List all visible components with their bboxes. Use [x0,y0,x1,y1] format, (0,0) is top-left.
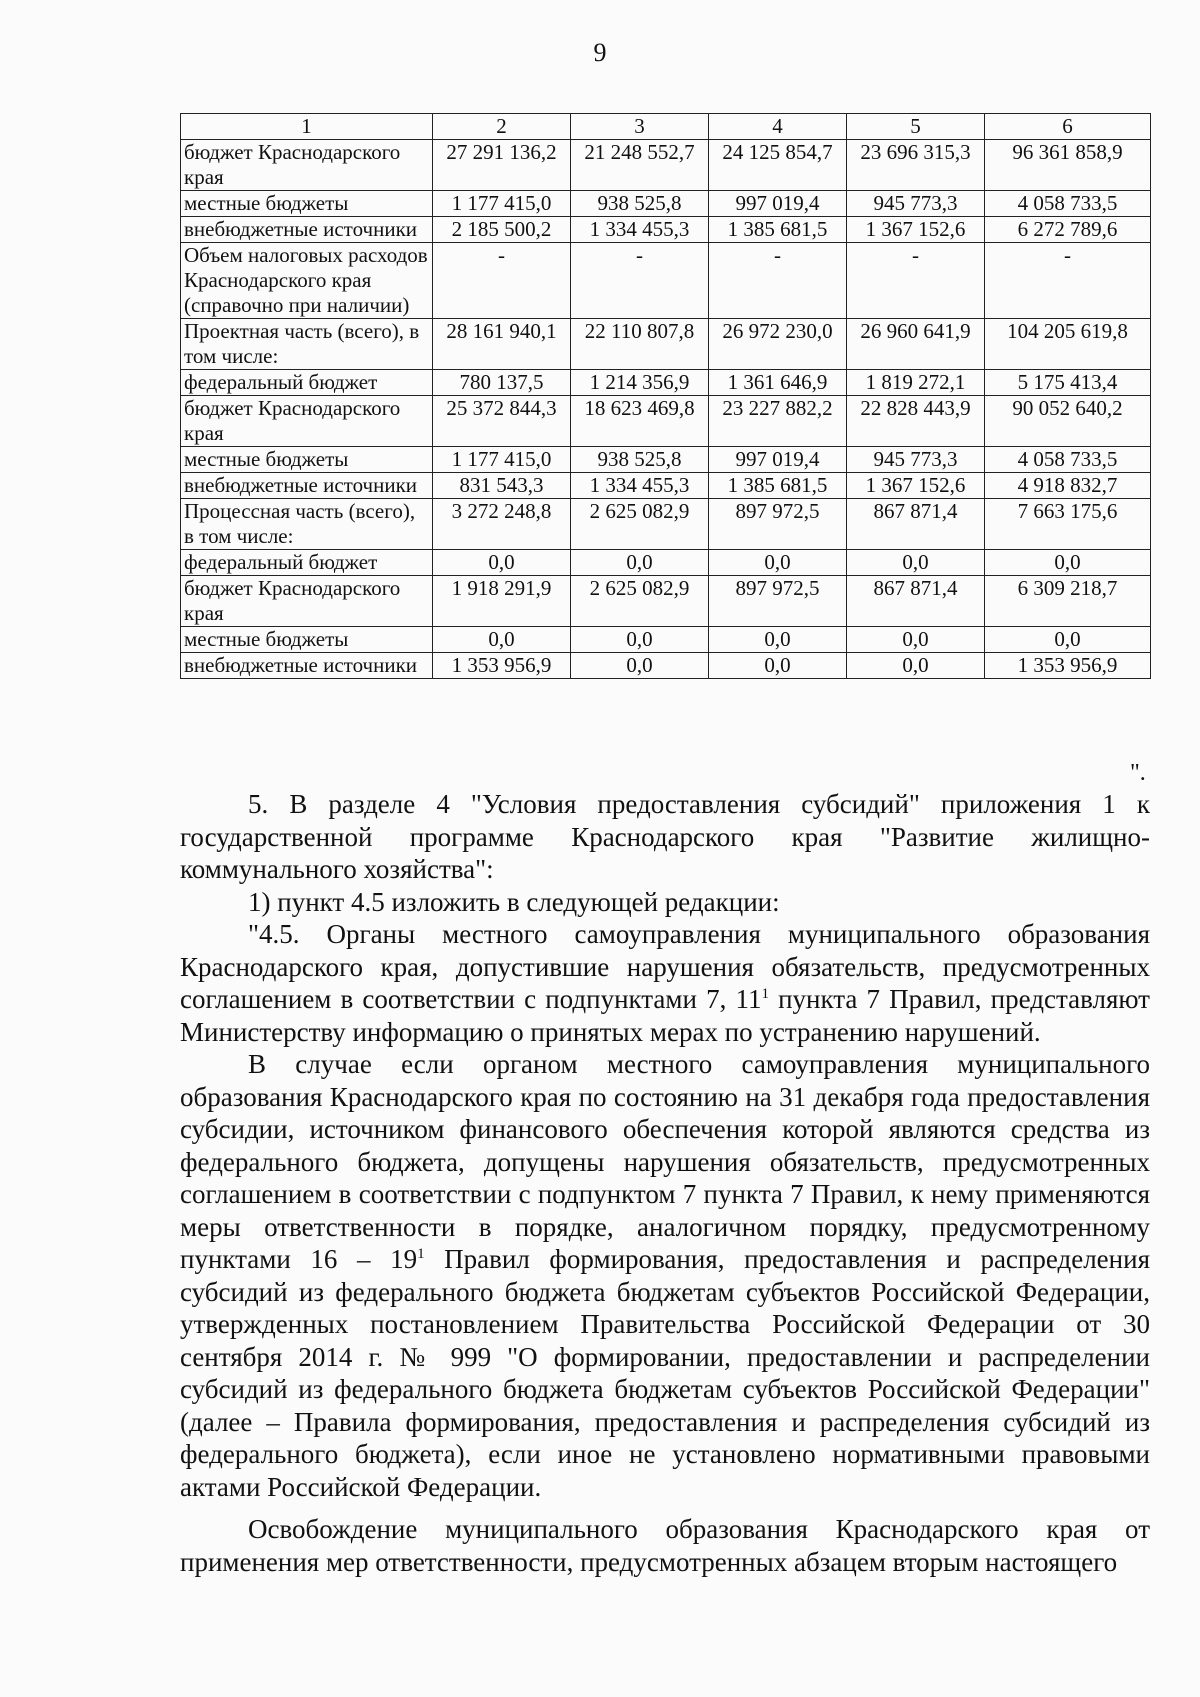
paragraph-case-part-b: Правил формирования, предоставления и распределения субсидий из федерального бюджета бюджетам субъектов Российской Федерации, утвержденных постановлением Правительства Российской Федерации от 30 сентября 2014 г. № 999 "О формировании, предоставлении и распределении субсидий из федерального бюджета бюджетам субъектов Российской Федерации" (далее – Правила формирования, предоставления и распределения субсидий из федерального бюджета), если иное не установлено нормативными правовыми актами Российской Федерации. [180,1244,1150,1502]
value-cell: 0,0 [847,550,985,576]
value-cell: 22 110 807,8 [571,319,709,370]
column-number-cell: 4 [709,114,847,140]
value-cell: 24 125 854,7 [709,140,847,191]
table-row [181,550,1151,576]
value-cell: 27 291 136,2 [433,140,571,191]
value-cell: 4 918 832,7 [985,473,1151,499]
closing-quote: ". [1130,760,1146,786]
value-cell: 867 871,4 [847,576,985,627]
column-number-cell: 1 [181,114,433,140]
row-label-cell: Объем налоговых расходов Краснодарского края (справочно при наличии) [181,243,433,319]
value-cell: 938 525,8 [571,191,709,217]
value-cell: 1 367 152,6 [847,473,985,499]
row-label-cell: внебюджетные источники [181,217,433,243]
value-cell: 0,0 [985,627,1151,653]
value-cell: 0,0 [433,550,571,576]
column-number-cell: 2 [433,114,571,140]
paragraph-exemption: Освобождение муниципального образования Краснодарского края от применения мер ответственности, предусмотренных абзацем вторым настоящего [180,1514,1150,1577]
row-label-cell: внебюджетные источники [181,473,433,499]
value-cell: 1 177 415,0 [433,447,571,473]
value-cell: 0,0 [847,653,985,679]
value-cell: - [571,243,709,319]
paragraph-4-5-part-a: "4.5. Органы местного самоуправления муниципального образования Краснодарского края, допустившие нарушения обязательств, предусмотренных соглашением в соответствии с подпунктами 7, 11 [180,919,1150,1014]
table-row [181,191,1151,217]
table-row [181,217,1151,243]
row-label-cell: бюджет Краснодарского края [181,396,433,447]
table-row [181,627,1151,653]
value-cell: 104 205 619,8 [985,319,1151,370]
value-cell: 6 309 218,7 [985,576,1151,627]
value-cell: - [847,243,985,319]
table-body [181,114,1151,679]
budget-table [180,113,1151,679]
table-row [181,140,1151,191]
row-label-cell: бюджет Краснодарского края [181,140,433,191]
paragraph-case-part-a: В случае если органом местного самоуправления муниципального образования Краснодарского края по состоянию на 31 декабря года предоставления субсидии, источником финансового обеспечения которой являются средства из федерального бюджета, допущены нарушения обязательств, предусмотренных соглашением в соответствии с подпунктом 7 пункта 7 Правил, к нему применяются меры ответственности в порядке, аналогичном порядку, предусмотренному пунктами 16 – 19 [180,1049,1150,1274]
value-cell: 0,0 [571,550,709,576]
table-row [181,319,1151,370]
value-cell: 1 214 356,9 [571,370,709,396]
value-cell: - [709,243,847,319]
value-cell: 21 248 552,7 [571,140,709,191]
row-label-cell: Проектная часть (всего), в том числе: [181,319,433,370]
value-cell: 1 353 956,9 [985,653,1151,679]
value-cell: 2 185 500,2 [433,217,571,243]
value-cell: 1 918 291,9 [433,576,571,627]
value-cell: 2 625 082,9 [571,499,709,550]
row-label-cell: Процессная часть (всего), в том числе: [181,499,433,550]
value-cell: 4 058 733,5 [985,447,1151,473]
value-cell: 26 960 641,9 [847,319,985,370]
body-text [180,788,1150,1578]
value-cell: 0,0 [571,627,709,653]
value-cell: 1 177 415,0 [433,191,571,217]
row-label-cell: федеральный бюджет [181,370,433,396]
column-number-cell: 5 [847,114,985,140]
value-cell: 0,0 [709,653,847,679]
value-cell: 0,0 [571,653,709,679]
value-cell: 90 052 640,2 [985,396,1151,447]
value-cell: 945 773,3 [847,191,985,217]
paragraph-case [180,1048,1150,1503]
superscript: 1 [417,1246,425,1262]
value-cell: 96 361 858,9 [985,140,1151,191]
value-cell: - [433,243,571,319]
value-cell: 26 972 230,0 [709,319,847,370]
value-cell: 938 525,8 [571,447,709,473]
value-cell: 997 019,4 [709,191,847,217]
value-cell: 0,0 [985,550,1151,576]
value-cell: 1 361 646,9 [709,370,847,396]
value-cell: 1 819 272,1 [847,370,985,396]
value-cell: 22 828 443,9 [847,396,985,447]
table-row [181,576,1151,627]
value-cell: 0,0 [847,627,985,653]
page-number: 9 [593,38,607,67]
value-cell: 1 334 455,3 [571,473,709,499]
value-cell: 867 871,4 [847,499,985,550]
table-row [181,447,1151,473]
value-cell: 1 385 681,5 [709,473,847,499]
value-cell: 5 175 413,4 [985,370,1151,396]
value-cell: 18 623 469,8 [571,396,709,447]
value-cell: 6 272 789,6 [985,217,1151,243]
superscript: 1 [761,986,769,1002]
column-number-cell: 3 [571,114,709,140]
value-cell: 0,0 [433,627,571,653]
paragraph-5: 5. В разделе 4 "Условия предоставления субсидий" приложения 1 к государственной программе Краснодарского края "Развитие жилищно-коммунального хозяйства": [180,789,1150,884]
value-cell: 23 227 882,2 [709,396,847,447]
column-number-cell: 6 [985,114,1151,140]
value-cell: 897 972,5 [709,499,847,550]
table-header-row [181,114,1151,140]
value-cell: 28 161 940,1 [433,319,571,370]
paragraph-4-5 [180,918,1150,1048]
value-cell: 780 137,5 [433,370,571,396]
table-row [181,396,1151,447]
value-cell: 23 696 315,3 [847,140,985,191]
value-cell: 0,0 [709,550,847,576]
value-cell: 1 367 152,6 [847,217,985,243]
row-label-cell: внебюджетные источники [181,653,433,679]
row-label-cell: местные бюджеты [181,191,433,217]
row-label-cell: бюджет Краснодарского края [181,576,433,627]
paragraph-4-5-part-b: пункта 7 Правил, представляют Министерству информацию о принятых мерах по устранению нарушений. [180,984,1150,1047]
value-cell: 0,0 [709,627,847,653]
value-cell: 1 353 956,9 [433,653,571,679]
value-cell: 7 663 175,6 [985,499,1151,550]
value-cell: 897 972,5 [709,576,847,627]
value-cell: - [985,243,1151,319]
row-label-cell: федеральный бюджет [181,550,433,576]
value-cell: 25 372 844,3 [433,396,571,447]
value-cell: 4 058 733,5 [985,191,1151,217]
value-cell: 997 019,4 [709,447,847,473]
value-cell: 2 625 082,9 [571,576,709,627]
paragraph-item-1: 1) пункт 4.5 изложить в следующей редакции: [248,886,780,917]
table-row [181,473,1151,499]
table-row [181,653,1151,679]
table-row [181,370,1151,396]
value-cell: 1 334 455,3 [571,217,709,243]
value-cell: 945 773,3 [847,447,985,473]
row-label-cell: местные бюджеты [181,447,433,473]
value-cell: 3 272 248,8 [433,499,571,550]
table-row [181,499,1151,550]
table-row [181,243,1151,319]
row-label-cell: местные бюджеты [181,627,433,653]
value-cell: 831 543,3 [433,473,571,499]
value-cell: 1 385 681,5 [709,217,847,243]
